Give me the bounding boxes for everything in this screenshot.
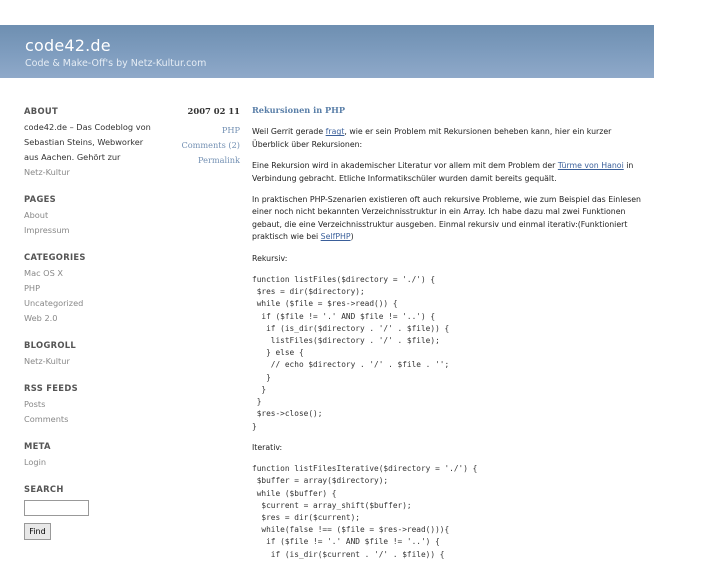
pages-section bbox=[24, 192, 159, 238]
blogroll-heading: BLOGROLL bbox=[24, 340, 77, 350]
post-content bbox=[252, 104, 644, 570]
page-link-about[interactable]: About bbox=[24, 210, 49, 220]
post-category-link[interactable]: PHP bbox=[221, 125, 240, 135]
fragt-link[interactable]: fragt bbox=[325, 127, 345, 137]
rss-link-posts[interactable]: Posts bbox=[24, 399, 46, 409]
p2-text-after: in Verbindung gebracht. Etliche Informatikschüler wurden damit bereits gequält. bbox=[252, 161, 634, 183]
post-paragraph-2 bbox=[252, 160, 644, 185]
selfphp-link[interactable]: SelfPHP bbox=[320, 232, 351, 242]
p1-text-before: Weil Gerrit gerade bbox=[252, 127, 326, 137]
blogroll-section bbox=[24, 338, 159, 369]
about-netz-kultur-link[interactable]: Netz-Kultur bbox=[24, 167, 70, 177]
about-heading: ABOUT bbox=[24, 106, 58, 116]
site-title[interactable]: code42.de bbox=[25, 36, 111, 55]
blogroll-link-netz-kultur[interactable]: Netz-Kultur bbox=[24, 356, 70, 366]
post-date: 2007 02 11 bbox=[187, 106, 240, 116]
search-heading: SEARCH bbox=[24, 484, 64, 494]
meta-link-login[interactable]: Login bbox=[24, 457, 47, 467]
find-button[interactable]: Find bbox=[24, 523, 51, 540]
post-comments-link[interactable]: Comments (2) bbox=[181, 140, 240, 150]
category-link-php[interactable]: PHP bbox=[24, 283, 41, 293]
site-description: Code & Make-Off's by Netz-Kultur.com bbox=[25, 58, 207, 69]
rss-section bbox=[24, 381, 159, 427]
category-link-web20[interactable]: Web 2.0 bbox=[24, 313, 58, 323]
meta-heading: META bbox=[24, 441, 51, 451]
about-section bbox=[24, 104, 159, 180]
sidebar bbox=[24, 104, 159, 552]
meta-section bbox=[24, 439, 159, 470]
post-paragraph-3 bbox=[252, 194, 644, 244]
category-link-macosx[interactable]: Mac OS X bbox=[24, 268, 64, 278]
hanoi-link[interactable]: Türme von Hanoi bbox=[557, 161, 624, 171]
post-permalink[interactable]: Permalink bbox=[197, 155, 240, 165]
p3-text-after: ) bbox=[350, 232, 354, 242]
post-title[interactable]: Rekursionen in PHP bbox=[252, 105, 346, 115]
pages-heading: PAGES bbox=[24, 194, 56, 204]
site-header bbox=[0, 25, 654, 78]
categories-section bbox=[24, 250, 159, 326]
post-meta bbox=[160, 104, 240, 168]
p3-text-before: In praktischen PHP-Szenarien existieren oft auch rekursive Probleme, wie zum Beispiel das Einlesen einer noch nicht bekannten Verzeichnisstruktur in ein Array. Ich habe dazu mal zwei Funktionen gebaut, die eine Verzeichnisstruktur ausgeben. Einmal rekursiv und einmal iterativ:(Funktioniert praktisch wie bei bbox=[252, 195, 641, 242]
p2-text-before: Eine Rekursion wird in akademischer Literatur vor allem mit dem Problem der bbox=[252, 161, 558, 171]
page-link-impressum[interactable]: Impressum bbox=[24, 225, 70, 235]
iterativ-label: Iterativ: bbox=[252, 442, 283, 452]
code-block-recursive: function listFiles($directory = './') { $res = dir($directory); while ($file = $res->read()) { if ($file != '.' AND $file != '..') { if (is_dir($directory . '/' . $file)) { listFiles($directory . '/' . $file); } else { // echo $directory . '/' . $file . ''; } } } $res->close(); } bbox=[252, 275, 450, 431]
rekursiv-label: Rekursiv: bbox=[252, 253, 288, 263]
rss-heading: RSS FEEDS bbox=[24, 383, 78, 393]
p1-text-after: , wie er sein Problem mit Rekursionen beheben kann, hier ein kurzer Überblick über Rekursionen: bbox=[252, 127, 612, 149]
code-block-iterative: function listFilesIterative($directory = './') { $buffer = array($directory); while ($buffer) { $current = array_shift($buffer); $res = dir($current); while(false !== ($file = $res->read())){ if ($file != '.' AND $file != '..') { if (is_dir($current . '/' . $file)) { bbox=[252, 464, 478, 559]
rss-link-comments[interactable]: Comments bbox=[24, 414, 69, 424]
category-link-uncategorized[interactable]: Uncategorized bbox=[24, 298, 84, 308]
about-text: code42.de – Das Codeblog von Sebastian Steins, Webworker aus Aachen. Gehört zur bbox=[24, 122, 151, 162]
search-input[interactable] bbox=[24, 500, 89, 516]
post-paragraph-1 bbox=[252, 126, 644, 151]
categories-heading: CATEGORIES bbox=[24, 252, 86, 262]
search-section bbox=[24, 482, 159, 540]
